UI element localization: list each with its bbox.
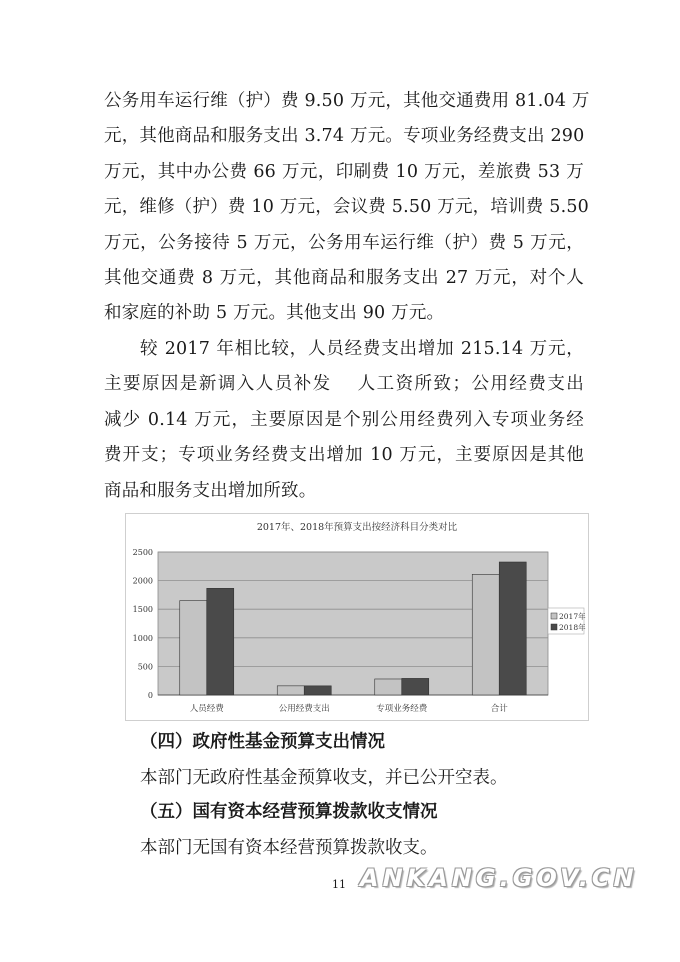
bar-2018 <box>304 686 331 695</box>
x-tick-label: 专项业务经费 <box>376 704 428 714</box>
section-heading-government-fund: （四）政府性基金预算支出情况 <box>140 732 385 752</box>
legend-swatch <box>551 613 557 619</box>
page-number: 11 <box>332 878 346 891</box>
y-tick-label: 1500 <box>132 605 153 615</box>
bar-2017 <box>472 574 499 695</box>
text-line: 元，其他商品和服务支出 3.74 万元。专项业务经费支出 290 <box>104 126 585 147</box>
x-tick-label: 公用经费支出 <box>278 704 330 714</box>
section-text-state-capital: 本部门无国有资本经营预算拨款收支。 <box>140 838 438 858</box>
legend-swatch <box>551 624 557 630</box>
x-tick-label: 合计 <box>490 704 508 714</box>
y-tick-label: 2500 <box>132 548 153 557</box>
text-line: 商品和服务支出增加所致。 <box>104 480 317 501</box>
y-tick-label: 2000 <box>132 576 153 586</box>
text-line: 较 2017 年相比较，人员经费支出增加 215.14 万元， <box>140 339 584 359</box>
paragraph-expenditure-details <box>104 84 590 332</box>
text-line: 主要原因是新调入人员补发 人工资所致；公用经费支出 <box>104 374 584 395</box>
bar-2018 <box>402 678 429 695</box>
text-line: 减少 0.14 万元，主要原因是个别公用经费列入专项业务经 <box>104 409 584 430</box>
legend-label: 2017年 <box>559 612 586 621</box>
text-line: 万元，其中办公费 66 万元，印刷费 10 万元，差旅费 53 万 <box>104 161 584 182</box>
y-tick-label: 0 <box>147 691 153 700</box>
bar-2017 <box>375 679 402 695</box>
bar-2017 <box>277 686 304 695</box>
text-line: 和家庭的补助 5 万元。其他支出 90 万元。 <box>104 303 445 324</box>
text-line: 公务用车运行维（护）费 9.50 万元，其他交通费用 81.04 万 <box>104 91 590 111</box>
paragraph-year-comparison <box>104 332 584 509</box>
bar-2018 <box>499 562 526 695</box>
chart-title: 2017年、2018年预算支出按经济科目分类对比 <box>256 522 458 533</box>
section-text-government-fund: 本部门无政府性基金预算收支，并已公开空表。 <box>140 768 508 788</box>
x-tick-label: 人员经费 <box>189 704 224 714</box>
section-heading-state-capital: （五）国有资本经营预算拨款收支情况 <box>140 802 438 822</box>
text-line: 元，维修（护）费 10 万元，会议费 5.50 万元，培训费 5.50 <box>104 197 590 218</box>
y-tick-label: 500 <box>137 662 153 672</box>
bar-2018 <box>207 588 234 695</box>
legend-label: 2018年 <box>559 623 586 632</box>
text-line: 费开支；专项业务经费支出增加 10 万元，主要原因是其他 <box>104 445 584 466</box>
budget-comparison-chart <box>125 513 589 721</box>
text-line: 其他交通费 8 万元，其他商品和服务支出 27 万元，对个人 <box>104 267 584 288</box>
text-line: 万元，公务接待 5 万元，公务用车运行维（护）费 5 万元， <box>104 232 584 253</box>
site-watermark: ANKANG.GOV.CN <box>360 864 638 892</box>
y-tick-label: 1000 <box>132 633 153 643</box>
chart-canvas <box>126 514 588 720</box>
bar-2017 <box>180 601 207 695</box>
